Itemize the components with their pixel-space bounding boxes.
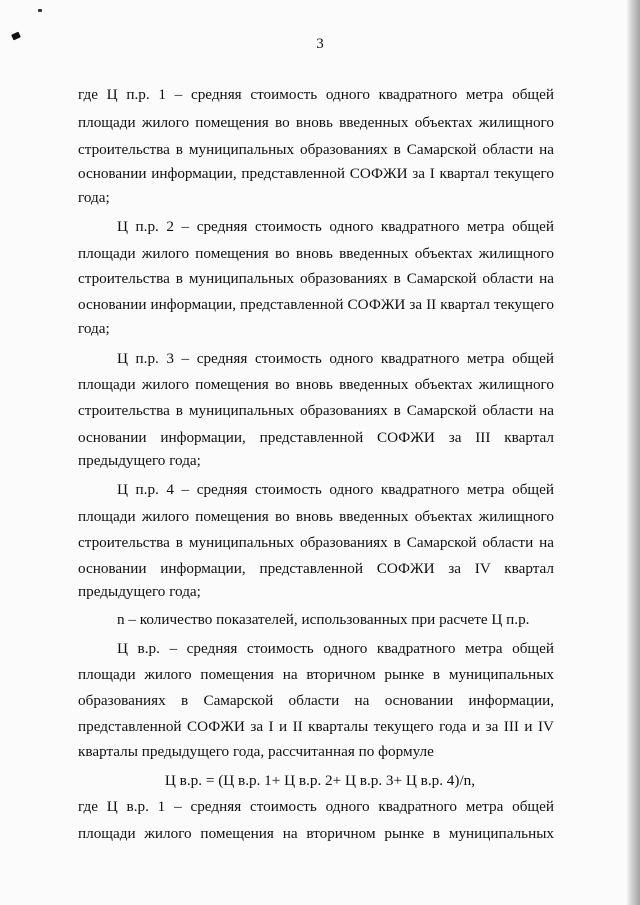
paragraph-4-line-1: Ц п.р. 4 – средняя стоимость одного квадратного метра общей [117, 481, 554, 498]
paragraph-3-line-5: предыдущего года; [78, 452, 201, 469]
paragraph-3-line-2: площади жилого помещения во вновь введенных объектах жилищного [78, 376, 554, 393]
paragraph-6-line-2: площади жилого помещения на вторичном рынке в муниципальных [78, 666, 554, 683]
paragraph-4-line-5: предыдущего года; [78, 583, 201, 600]
page-number: 3 [316, 36, 324, 52]
paragraph-2-line-4: основании информации, представленной СОФЖИ за II квартал текущего [78, 296, 554, 313]
scan-speck [38, 9, 42, 12]
paragraph-1-line-2: площади жилого помещения во вновь введенных объектах жилищного [78, 114, 554, 131]
paragraph-4-line-4: основании информации, представленной СОФЖИ за IV квартал [78, 560, 554, 577]
paragraph-6-line-4: представленной СОФЖИ за I и II кварталы текущего года и за III и IV [78, 718, 554, 735]
paragraph-2-line-2: площади жилого помещения во вновь введенных объектах жилищного [78, 245, 554, 262]
paragraph-2-line-3: строительства в муниципальных образованиях в Самарской области на [78, 270, 554, 287]
paragraph-4-line-2: площади жилого помещения во вновь введенных объектах жилищного [78, 508, 554, 525]
paragraph-6-line-1: Ц в.р. – средняя стоимость одного квадратного метра общей [117, 640, 554, 657]
paragraph-2-line-1: Ц п.р. 2 – средняя стоимость одного квадратного метра общей [117, 218, 554, 235]
paragraph-1-line-4: основании информации, представленной СОФЖИ за I квартал текущего [78, 165, 554, 182]
formula-line: Ц в.р. = (Ц в.р. 1+ Ц в.р. 2+ Ц в.р. 3+ Ц в.р. 4)/n, [164, 772, 476, 789]
paragraph-1-line-3: строительства в муниципальных образованиях в Самарской области на [78, 141, 554, 158]
paragraph-8-line-2: площади жилого помещения на вторичном рынке в муниципальных [78, 825, 554, 842]
paragraph-4-line-3: строительства в муниципальных образованиях в Самарской области на [78, 534, 554, 551]
paragraph-1-line-1: где Ц п.р. 1 – средняя стоимость одного квадратного метра общей [78, 86, 554, 103]
paragraph-3-line-4: основании информации, представленной СОФЖИ за III квартал [78, 429, 554, 446]
paragraph-6-line-3: образованиях в Самарской области на основании информации, [78, 692, 554, 709]
paragraph-6-line-5: кварталы предыдущего года, рассчитанная по формуле [78, 743, 434, 760]
paragraph-3-line-3: строительства в муниципальных образованиях в Самарской области на [78, 402, 554, 419]
paragraph-8-line-1: где Ц в.р. 1 – средняя стоимость одного квадратного метра общей [78, 798, 554, 815]
paragraph-3-line-1: Ц п.р. 3 – средняя стоимость одного квадратного метра общей [117, 350, 554, 367]
paragraph-2-line-5: года; [78, 320, 110, 337]
scan-edge-shadow [626, 0, 640, 905]
paragraph-1-line-5: года; [78, 189, 110, 206]
n-definition-line: n – количество показателей, использованных при расчете Ц п.р. [117, 611, 530, 628]
